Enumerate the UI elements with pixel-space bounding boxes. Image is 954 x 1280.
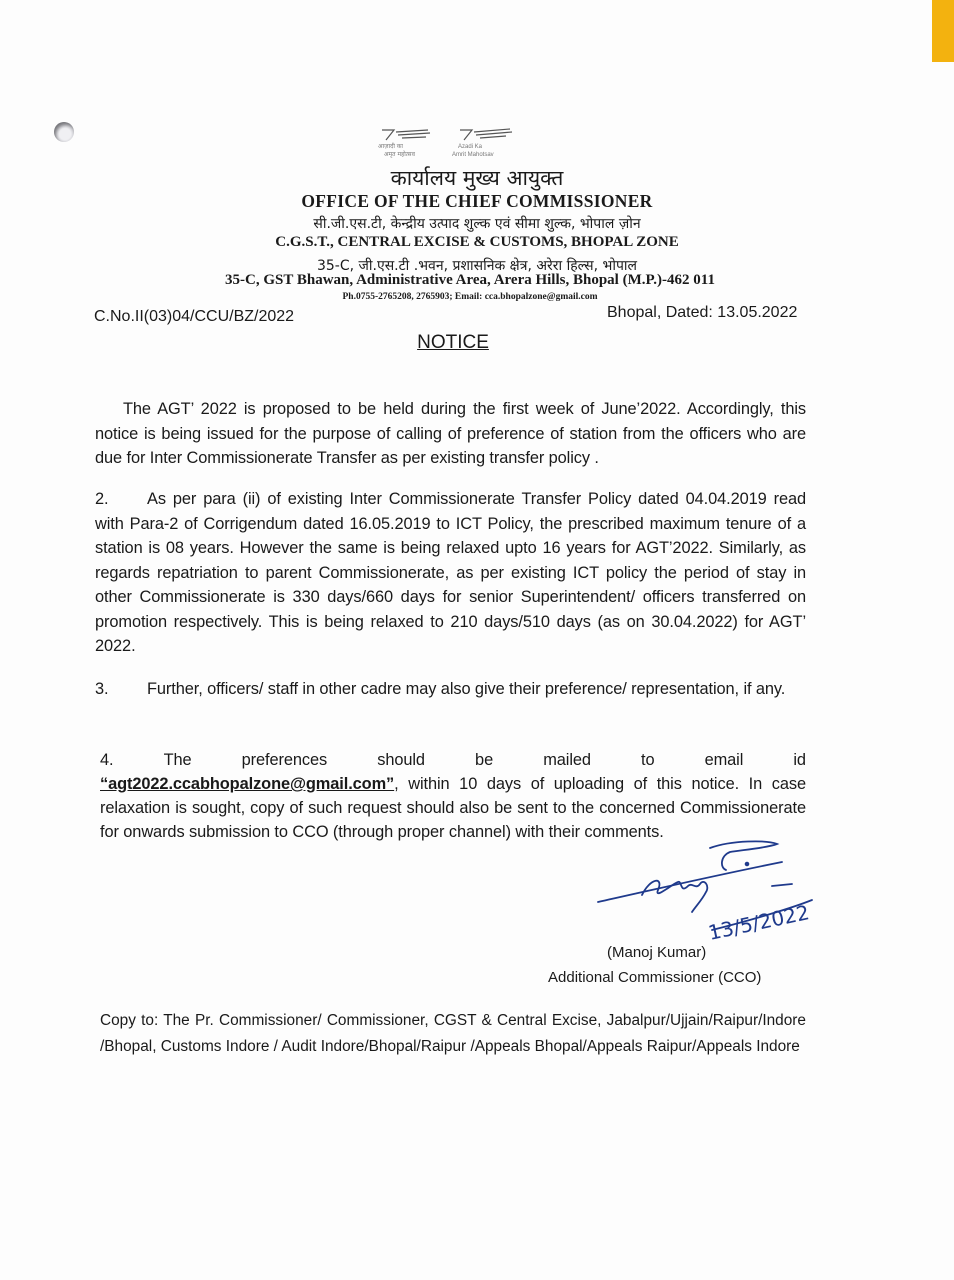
notice-title: NOTICE <box>417 332 489 353</box>
paragraph-2-text: As per para (ii) of existing Inter Commissionerate Transfer Policy dated 04.04.2019 read with Para-2 of Corrigendum dated 16.05.2019 to ICT Policy, the prescribed maximum tenure of a station is 08 years. However the same is being relaxed upto 16 years for AGT’2022. Similarly, as regards repatriation to parent Commissionerate, as per existing ICT policy the period of stay in other Commissionerate is 330 days/660 days for senior Superintendent/ officers transferred on promotion respectively. This is being relaxed to 210 days/510 days (as on 30.04.2022) for AGT’ 2022. <box>95 490 806 655</box>
svg-text:13/5/2022: 13/5/2022 <box>706 900 812 945</box>
word: The <box>163 751 192 769</box>
paragraph-1-text: The AGT’ 2022 is proposed to be held during the first week of June’2022. Accordingly, this notice is being issued for the purpose of calling of preference of station from the officers who are due for Inter Commissionerate Transfer as per existing transfer policy . <box>95 400 806 467</box>
contact-line: Ph.0755-2765208, 2765903; Email: cca.bhopalzone@gmail.com <box>342 292 598 302</box>
submission-email-link[interactable]: “agt2022.ccabhopalzone@gmail.com” <box>100 775 395 793</box>
department-english: C.G.S.T., CENTRAL EXCISE & CUSTOMS, BHOPAL ZONE <box>275 234 679 250</box>
paragraph-2 <box>95 487 806 659</box>
word: mailed <box>543 751 591 769</box>
office-title-hindi: कार्यालय मुख्य आयुक्त <box>390 166 564 190</box>
paragraph-3-text: Further, officers/ staff in other cadre may also give their preference/ representation, if any. <box>147 680 786 698</box>
paragraph-3-number: 3. <box>95 680 109 698</box>
reference-number: C.No.II(03)04/CCU/BZ/2022 <box>94 308 295 325</box>
svg-text:Azadi Ka: Azadi Ka <box>458 144 483 150</box>
punch-hole-icon <box>54 122 74 142</box>
department-hindi: सी.जी.एस.टी, केन्द्रीय उत्पाद शुल्क एवं सीमा शुल्क, भोपाल ज़ोन <box>313 216 641 232</box>
paragraph-1 <box>95 397 806 471</box>
paragraph-3 <box>95 677 806 702</box>
office-title-english: OFFICE OF THE CHIEF COMMISSIONER <box>301 191 653 211</box>
paragraph-2-number: 2. <box>95 490 109 508</box>
paragraph-4-text: , within 10 days of uploading of this notice. In case relaxation is sought, copy of such request should also be sent to the concerned Commissionerate for onwards submission to CCO (through proper channel) with their comments. <box>100 775 806 841</box>
signer-name: (Manoj Kumar) <box>607 944 707 961</box>
address-hindi: 35-C, जी.एस.टी .भवन, प्रशासनिक क्षेत्र, अरेरा हिल्स, भोपाल <box>316 258 638 274</box>
svg-text:अमृत महोत्सव: अमृत महोत्सव <box>384 151 415 158</box>
copy-to-distribution: Copy to: The Pr. Commissioner/ Commissioner, CGST & Central Excise, Jabalpur/Ujjain/Raipur/Indore /Bhopal, Customs Indore / Audit Indore/Bhopal/Raipur /Appeals Bhopal/Appeals Raipur/Appeals Indore <box>100 1012 806 1055</box>
paragraph-4-number: 4. <box>100 751 114 769</box>
paragraph-4-first-line <box>100 748 806 772</box>
yellow-sticky-tab <box>932 0 954 62</box>
word: id <box>793 751 806 769</box>
address-english: 35-C, GST Bhawan, Administrative Area, Arera Hills, Bhopal (M.P.)-462 011 <box>225 272 715 288</box>
word: be <box>475 751 494 769</box>
azadi-ka-amrit-mahotsav-logo-icon <box>372 126 542 160</box>
word: email <box>704 751 744 769</box>
word: preferences <box>241 751 328 769</box>
notice-date: Bhopal, Dated: 13.05.2022 <box>607 304 798 321</box>
svg-text:Amrit Mahotsav: Amrit Mahotsav <box>452 152 494 158</box>
paragraph-4-body <box>100 772 806 844</box>
word: to <box>641 751 655 769</box>
signer-designation: Additional Commissioner (CCO) <box>548 969 762 986</box>
paragraph-4 <box>100 748 806 844</box>
svg-text:आज़ादी का: आज़ादी का <box>378 143 403 150</box>
word: should <box>377 751 425 769</box>
handwritten-signature-icon <box>592 840 817 950</box>
